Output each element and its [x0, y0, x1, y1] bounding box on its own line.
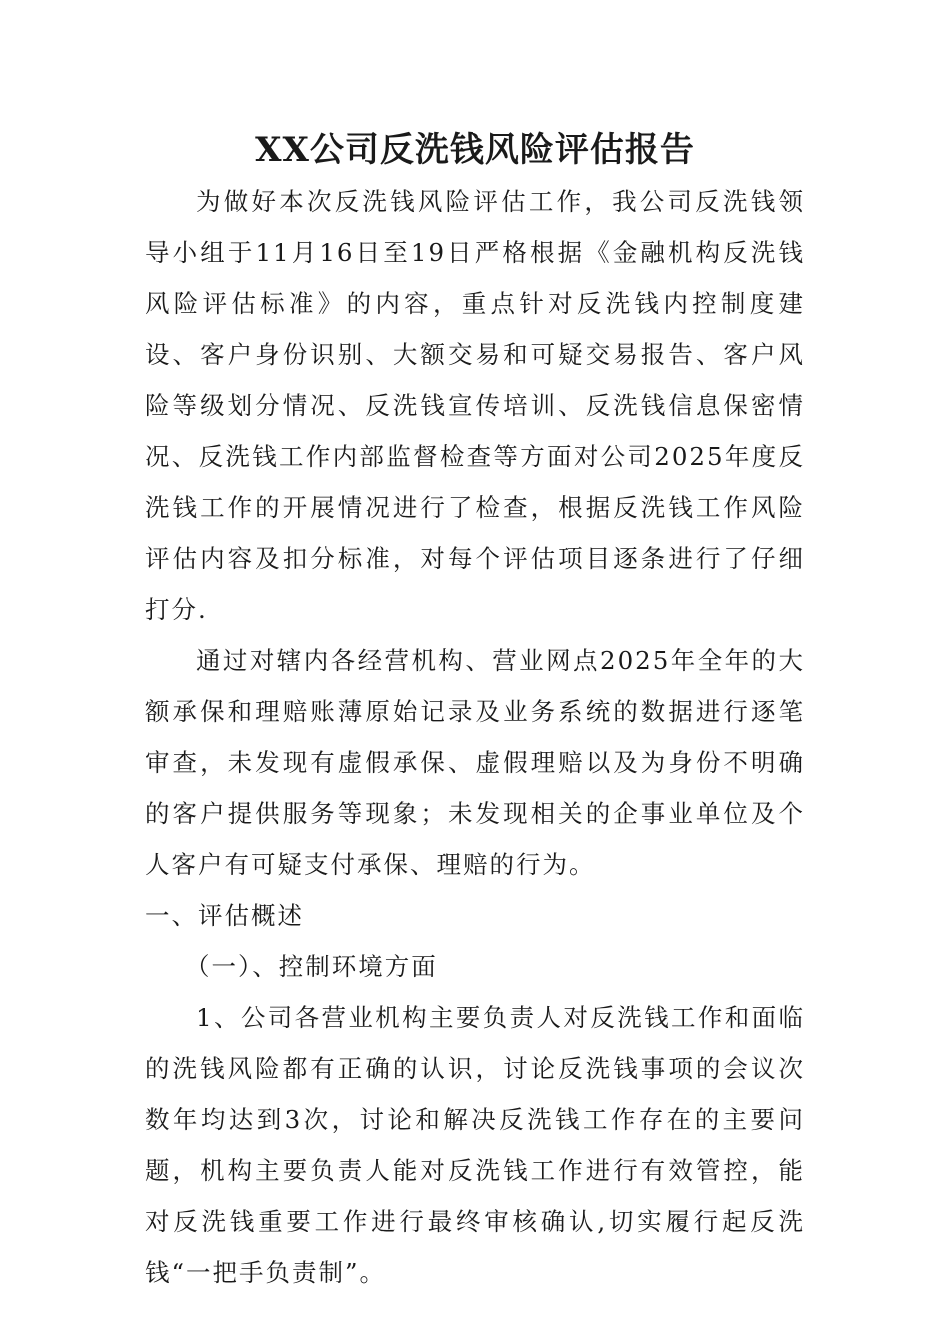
section-heading: 一、评估概述 [145, 901, 304, 930]
document-title: XX公司反洗钱风险评估报告 [255, 130, 695, 170]
subsection-heading: （一）、控制环境方面 [185, 952, 438, 981]
item-paragraph: 1、公司各营业机构主要负责人对反洗钱工作和面临的洗钱风险都有正确的认识，讨论反洗钱事项的会议次数年均达到3次，讨论和解决反洗钱工作存在的主要问题，机构主要负责人能对反洗钱工作进行有效管控，能对反洗钱重要工作进行最终审核确认,切实履行起反洗钱“一把手负责制”。 [145, 1003, 805, 1287]
intro-paragraph: 为做好本次反洗钱风险评估工作，我公司反洗钱领导小组于11月16日至19日严格根据《金融机构反洗钱风险评估标准》的内容，重点针对反洗钱内控制度建设、客户身份识别、大额交易和可疑交易报告、客户风险等级划分情况、反洗钱宣传培训、反洗钱信息保密情况、反洗钱工作内部监督检查等方面对公司2025年度反洗钱工作的开展情况进行了检查，根据反洗钱工作风险评估内容及扣分标准，对每个评估项目逐条进行了仔细打分. [145, 187, 805, 624]
document-body [145, 176, 805, 1298]
review-paragraph: 通过对辖内各经营机构、营业网点2025年全年的大额承保和理赔账薄原始记录及业务系统的数据进行逐笔审查，未发现有虚假承保、虚假理赔以及为身份不明确的客户提供服务等现象；未发现相关的企事业单位及个人客户有可疑支付承保、理赔的行为。 [145, 646, 805, 879]
